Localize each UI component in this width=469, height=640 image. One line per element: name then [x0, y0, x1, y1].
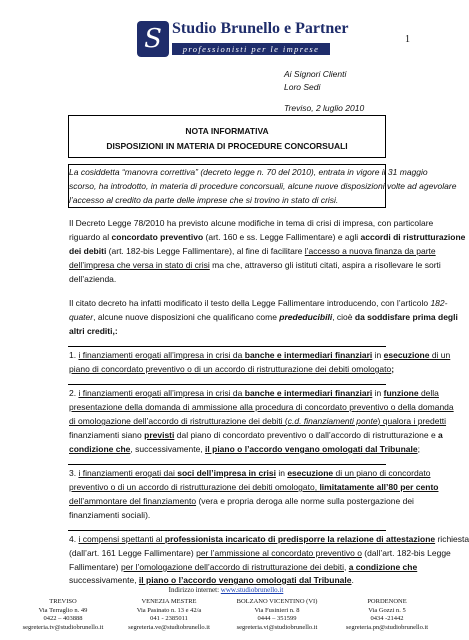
separator-line: [68, 346, 386, 347]
intro-line: l’accesso al credito da parte delle imprese che si trovino in stato di crisi.: [69, 195, 339, 205]
intro-line: scorso, ha introdotto, in materia di procedure concorsuali, alcune nuove disposizioni volte ad agevolare: [69, 181, 457, 191]
paragraph-line: quater, alcune nuove disposizioni che qualificano come prededucibili, cioè da soddisfare prima degli: [69, 312, 458, 322]
heading-title: NOTA INFORMATIVA: [185, 126, 269, 136]
list-item-line: Fallimentare) per l’omologazione dell’accordo di ristrutturazione dei debiti, a condizione che: [69, 562, 418, 572]
separator-line: [68, 384, 386, 385]
office-phone: 0434 -21442: [370, 615, 404, 622]
footer-website: Indirizzo internet: www.studiobrunello.it: [168, 586, 284, 594]
office-email[interactable]: segreteria.tv@studiobrunello.it: [22, 623, 104, 631]
list-item-line: finanziamenti sociali).: [69, 510, 151, 520]
office-city: VENEZIA MESTRE: [141, 598, 197, 605]
list-item-line: finanziamenti siano previsti dal piano di concordato preventivo o dall’accordo di ristrutturazione e a: [69, 430, 443, 440]
list-item-line: piano di concordato preventivo o di un accordo di ristrutturazione dei debiti omologato;: [69, 364, 395, 374]
list-item-line: dell’ammontare del finanziamento (vera e propria deroga alle norme sulla postergazione dei: [69, 496, 414, 506]
office-street: Via Terraglio n. 49: [38, 606, 88, 614]
office-city: TREVISO: [49, 598, 77, 605]
list-item-line: 1. i finanziamenti erogati all’impresa in crisi da banche e intermediari finanziari in esecuzione di un: [69, 350, 451, 360]
paragraph-line: Il citato decreto ha infatti modificato il testo della Legge Fallimentare introducendo, con l’articolo 182-: [69, 298, 448, 308]
footer-office: [232, 598, 322, 632]
heading-subtitle: DISPOSIZIONI IN MATERIA DI PROCEDURE CONCORSUALI: [106, 141, 348, 151]
paragraph-line: Il Decreto Legge 78/2010 ha previsto alcune modifiche in tema di crisi di impresa, con particolare: [69, 218, 434, 228]
studio-tagline: professionisti per le imprese: [172, 43, 330, 55]
office-street: Via Pasinato n. 13 e 42/a: [136, 606, 202, 614]
list-item-line: (dall’art. 161 Legge Fallimentare) per l’ammissione al concordato preventivo o (dall’art. 182-bis Legge: [69, 548, 451, 558]
paragraph-line: dell’azienda.: [69, 274, 117, 284]
paragraph-line: altri crediti,:: [69, 326, 118, 336]
intro-line: La cosiddetta “manovra correttiva” (decreto legge n. 70 del 2010), entrata in vigore il 31 maggio: [69, 167, 428, 177]
list-item-line: 4. i compensi spettanti al professionista incaricato di predisporre la relazione di attestazione richiesta: [69, 534, 469, 544]
website-link[interactable]: www.studiobrunello.it: [220, 586, 284, 594]
list-item-line: 3. i finanziamenti erogati dai soci dell’impresa in crisi in esecuzione di un piano di concordato: [69, 468, 431, 478]
footer-office: [124, 598, 214, 632]
list-item-line: 2. i finanziamenti erogati all’impresa in crisi da banche e intermediari finanziari in funzione della: [69, 388, 439, 398]
letter-date: Treviso, 2 luglio 2010: [284, 103, 365, 113]
office-street: Via Gozzi n. 5: [368, 606, 406, 614]
list-item-line: condizione che, successivamente, il piano o l’accordo vengano omologati dal Tribunale;: [69, 444, 420, 454]
studio-logo-icon: S: [137, 21, 169, 57]
list-item-line: successivamente, il piano o l’accordo vengano omologati dal Tribunale.: [69, 575, 354, 585]
paragraph-line: dei debiti (art. 182-bis Legge Fallimentare), al fine di facilitare l’accesso a nuova finanza da parte: [69, 246, 436, 256]
recipient-line: Loro Sedi: [284, 82, 321, 92]
paragraph-line: riguardo al concordato preventivo (art. 160 e ss. Legge Fallimentare) e agli accordi di ristrutturazione: [69, 232, 466, 242]
office-phone: 041 - 2385011: [150, 615, 188, 622]
office-email[interactable]: segreteria.pn@studiobrunello.it: [345, 623, 429, 631]
office-email[interactable]: segreteria.ve@studiobrunello.it: [128, 623, 210, 631]
separator-line: [68, 530, 386, 531]
list-item-line: di omologazione dell’accordo di ristrutturazione dei debiti (c.d. finanziamenti ponte) qualora i predetti: [69, 416, 447, 426]
office-email[interactable]: segreteria.vi@studiobrunello.it: [236, 623, 318, 631]
heading-box: [68, 115, 386, 158]
office-city: BOLZANO VICENTINO (VI): [236, 598, 318, 605]
list-item-line: presentazione della domanda di ammissione alla procedura di concordato preventivo o della domanda: [69, 402, 454, 412]
office-city: PORDENONE: [367, 598, 407, 605]
separator-line: [68, 464, 386, 465]
office-street: Via Fusinieri n. 8: [254, 606, 300, 614]
studio-name: Studio Brunello e Partner: [172, 20, 349, 37]
list-item-line: preventivo o di un accordo di ristrutturazione dei debiti omologato, limitatamente all’80 per cento: [69, 482, 439, 492]
paragraph-line: dell’impresa che versa in stato di crisi ma che, attraverso gli istituti citati, aspira a risollevare le sorti: [69, 260, 441, 270]
footer-office: [18, 598, 108, 632]
office-phone: 0444 – 351599: [257, 615, 297, 622]
office-phone: 0422 – 403888: [43, 615, 83, 622]
recipient-line: Ai Signori Clienti: [284, 69, 347, 79]
footer-office: [342, 598, 432, 632]
page-number: 1: [405, 34, 410, 45]
